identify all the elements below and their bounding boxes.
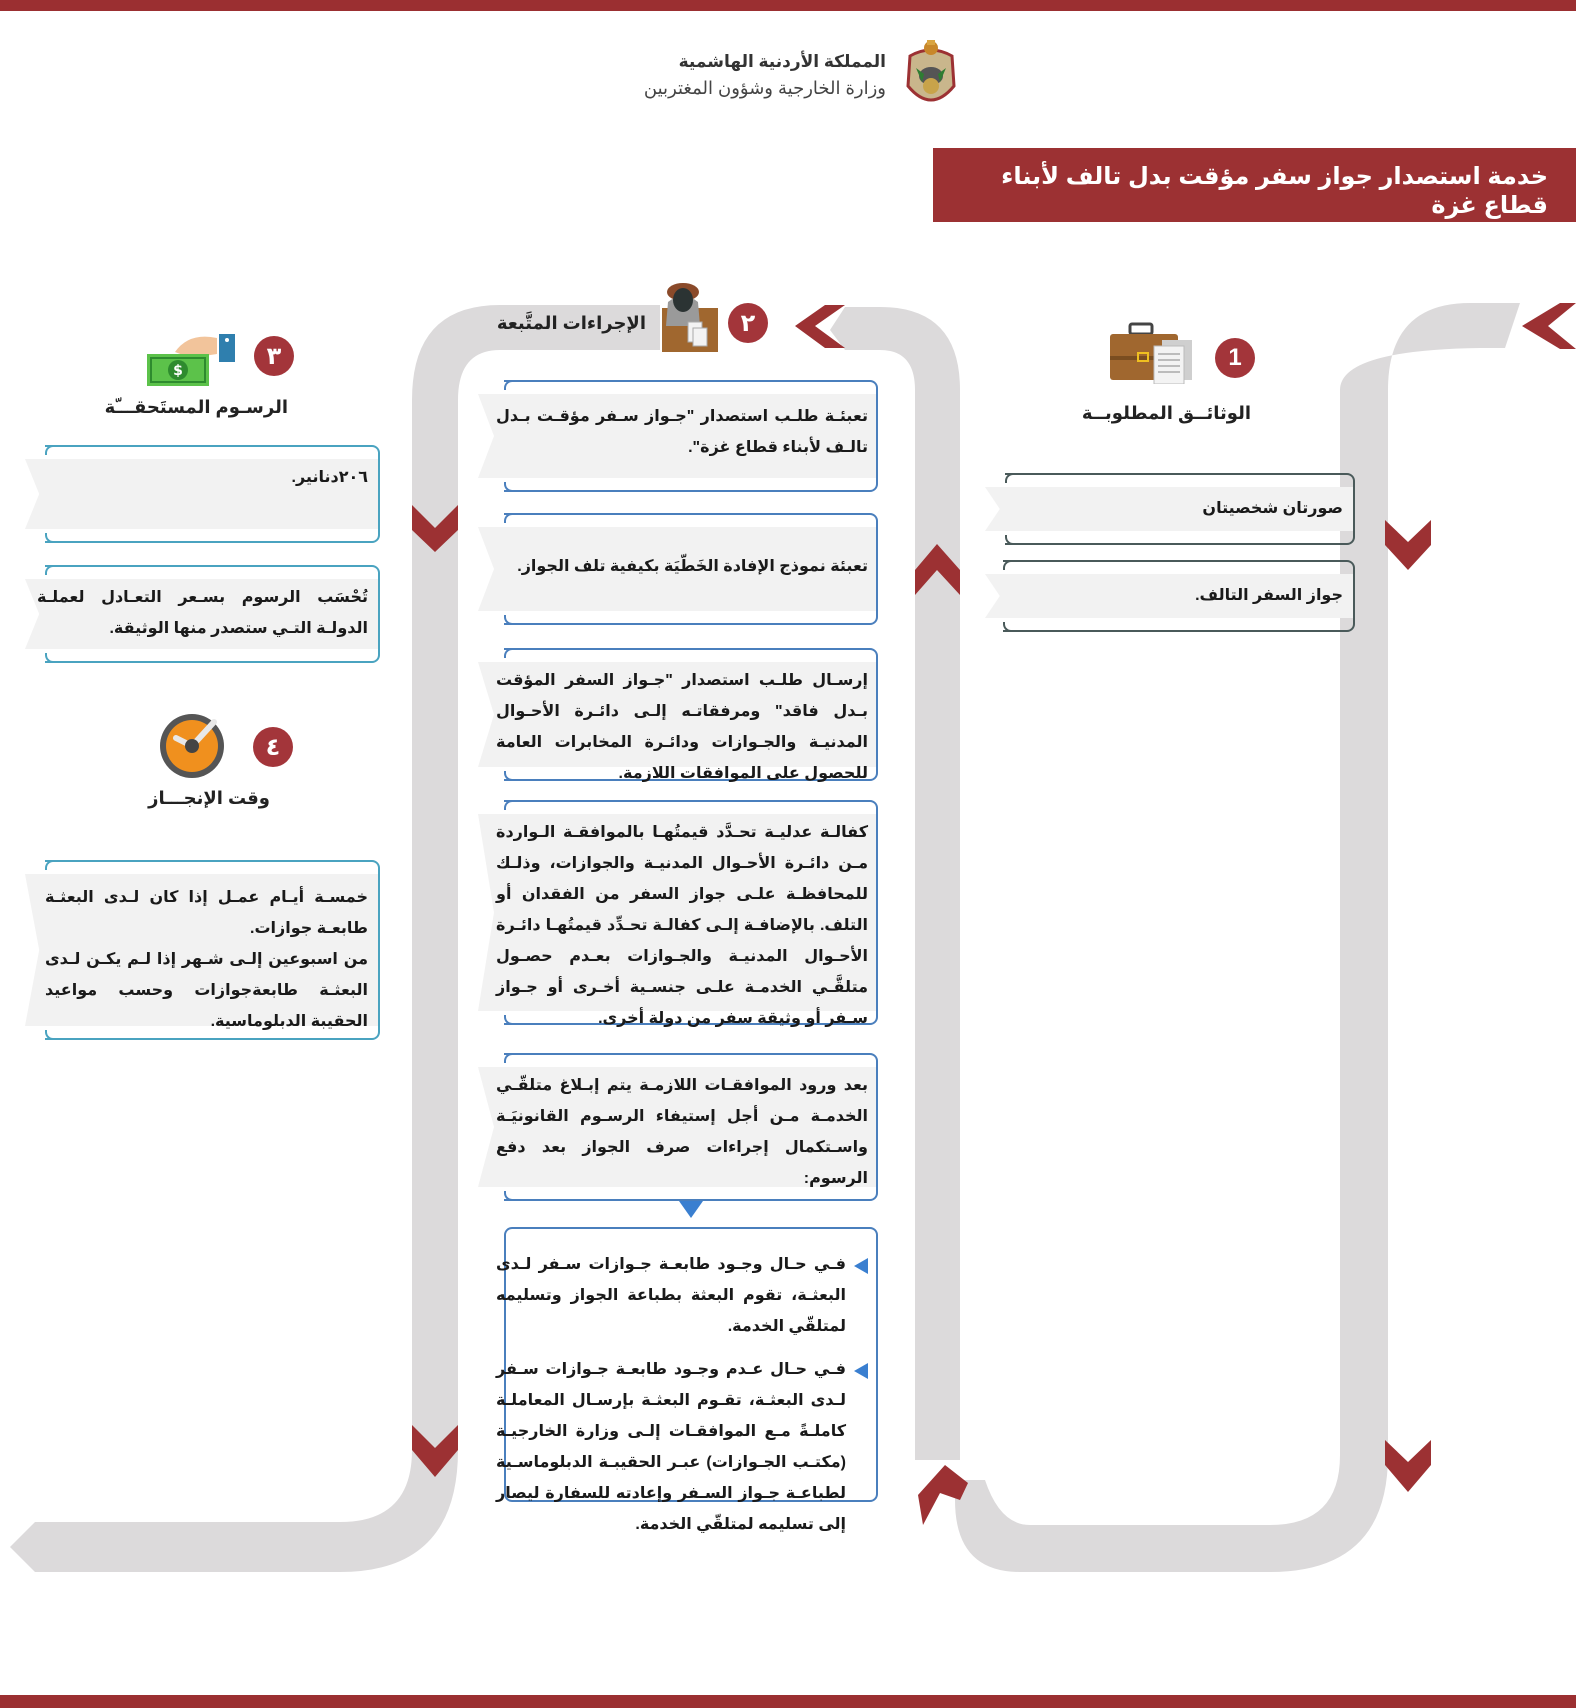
time-line: من اسبوعين إلـى شـهر إذا لـم يكـن لـدى البعثـة طابعةجوازات وحسب مواعيد الحقيبة الدبلوماسية. xyxy=(45,951,368,1030)
substep-item xyxy=(496,1249,868,1342)
step-badge-3 xyxy=(254,336,294,376)
page-title xyxy=(933,148,1576,222)
briefcase-documents-icon xyxy=(1108,322,1200,384)
time-item-text xyxy=(45,882,368,1037)
document-item-text: جواز السفر التالف. xyxy=(1195,587,1343,604)
time-line: خمسـة أيـام عمـل إذا كان لـدى البعثـة طابعـة جوازات. xyxy=(45,889,368,937)
substep-list xyxy=(496,1249,868,1540)
fee-item xyxy=(25,565,380,663)
ministry-name: وزارة الخارجية وشؤون المغتربين xyxy=(643,78,886,98)
time-item xyxy=(25,860,380,1040)
step-badge-1 xyxy=(1215,338,1255,378)
step-number: ٣ xyxy=(266,342,282,370)
arrow-down-icon xyxy=(679,1201,703,1218)
section-title-time: وقت الإنجـــاز xyxy=(148,788,270,808)
procedure-step-text: تعبئة نموذج الإفادة الخَطّيَة بكيفية تلف الجواز. xyxy=(517,558,868,575)
jordan-coat-of-arms-icon xyxy=(902,38,960,114)
bullet-triangle-icon xyxy=(854,1363,868,1379)
procedure-step-text: كفالـة عدليـة تحـدَّد قيمتُهـا بالموافقـة الـواردة مـن دائـرة الأحـوال المدنيـة والجوازات، وذلـك للمحافظـة علـى جواز السفر من الفقدان أو التلف. بالإضافـة إلـى كفالـة تحـدِّد قيمتُهـا دائـرة الأحـوال المدنيـة والجـوازات بعـدم حصـول متلقَّـي الخدمـة علـى جنسـية أخـرى أو جـواز سـفر أو وثيقة سفر من دولة أخرى. xyxy=(496,824,868,1027)
step-number: ٤ xyxy=(265,733,281,761)
procedure-step-text: بعد ورود الموافقـات اللازمـة يتم إبـلاغ متلقّـي الخدمـة مـن أجل إستيفاء الرسـوم القانونيَـة واسـتكمال إجراءات صرف الجواز بعد دفع الرسوم: xyxy=(496,1077,868,1187)
svg-text:$: $ xyxy=(173,363,183,379)
procedure-step xyxy=(478,1053,878,1201)
step-number: ٢ xyxy=(740,309,756,337)
chevron-left-icon xyxy=(1522,303,1576,349)
chevron-down-icon xyxy=(1385,1440,1431,1492)
procedure-step-text: تعبئـة طلـب استصدار "جـواز سـفر مؤقـت بـدل تالـف لأبناء قطاع غزة". xyxy=(496,408,868,456)
document-item-text: صورتان شخصيتان xyxy=(1202,500,1343,517)
section-title-documents: الوثائــق المطلوبــة xyxy=(1081,403,1251,423)
person-at-desk-icon xyxy=(660,282,720,352)
ministry-header xyxy=(620,38,960,118)
procedure-step xyxy=(478,800,878,1025)
clock-icon xyxy=(158,710,228,780)
money-hand-icon xyxy=(145,332,240,390)
document-item xyxy=(985,473,1355,545)
procedure-substeps xyxy=(478,1227,878,1533)
substep-text: فـي حـال وجـود طابعـة جـوازات سـفر لـدى البعثـة، تقوم البعثة بطباعة الجواز وتسليمه لمتلقّي الخدمة. xyxy=(496,1256,846,1335)
procedure-step xyxy=(478,513,878,625)
step-badge-2 xyxy=(728,303,768,343)
page-title-text: خدمة استصدار جواز سفر مؤقت بدل تالف لأبناء قطاع غزة xyxy=(1001,163,1548,219)
step-badge-4 xyxy=(253,727,293,767)
fee-item xyxy=(25,445,380,543)
chevron-down-icon xyxy=(1385,520,1431,570)
section-title-fees: الرسـوم المستَحقـــّة xyxy=(104,397,288,417)
substep-text: فـي حـال عـدم وجـود طابعـة جـوازات سـفر لـدى البعثـة، تقـوم البعثـة بإرسـال المعاملـة كاملـةً مـع الموافقـات إلـى وزارة الخارجيـة (مكتـب الجـوازات) عبـر الحقيبـة الدبلوماسـية لطباعـة جـواز السـفر وإعادته للسفارة ليصار إلى تسليمه لمتلقّي الخدمة. xyxy=(496,1361,846,1533)
procedure-step xyxy=(478,380,878,492)
section-title-procedures: الإجراءات المتَّبعة xyxy=(496,313,646,333)
flow-path-left xyxy=(10,1450,458,1572)
step-number: 1 xyxy=(1228,344,1242,371)
procedure-step-text: إرسـال طلـب استصدار "جـواز السفر المؤقت بـدل فاقد" ومرفقاتـه إلـى دائـرة الأحـوال المدنيـة والجـوازات ودائـرة المخابرات العامة للحصول على الموافقات اللازمة. xyxy=(496,672,868,782)
procedure-step xyxy=(478,648,878,781)
kingdom-name: المملكة الأردنية الهاشمية xyxy=(678,52,886,71)
substep-item xyxy=(496,1354,868,1540)
fee-item-text: تُحْسَب الرسوم بسـعر التعـادل لعملـة الدولـة التـي ستصدر منها الوثيقة. xyxy=(37,589,368,637)
fee-item-text: ٢٠٦دنانير. xyxy=(291,469,368,486)
bullet-triangle-icon xyxy=(854,1258,868,1274)
document-item xyxy=(985,560,1355,632)
